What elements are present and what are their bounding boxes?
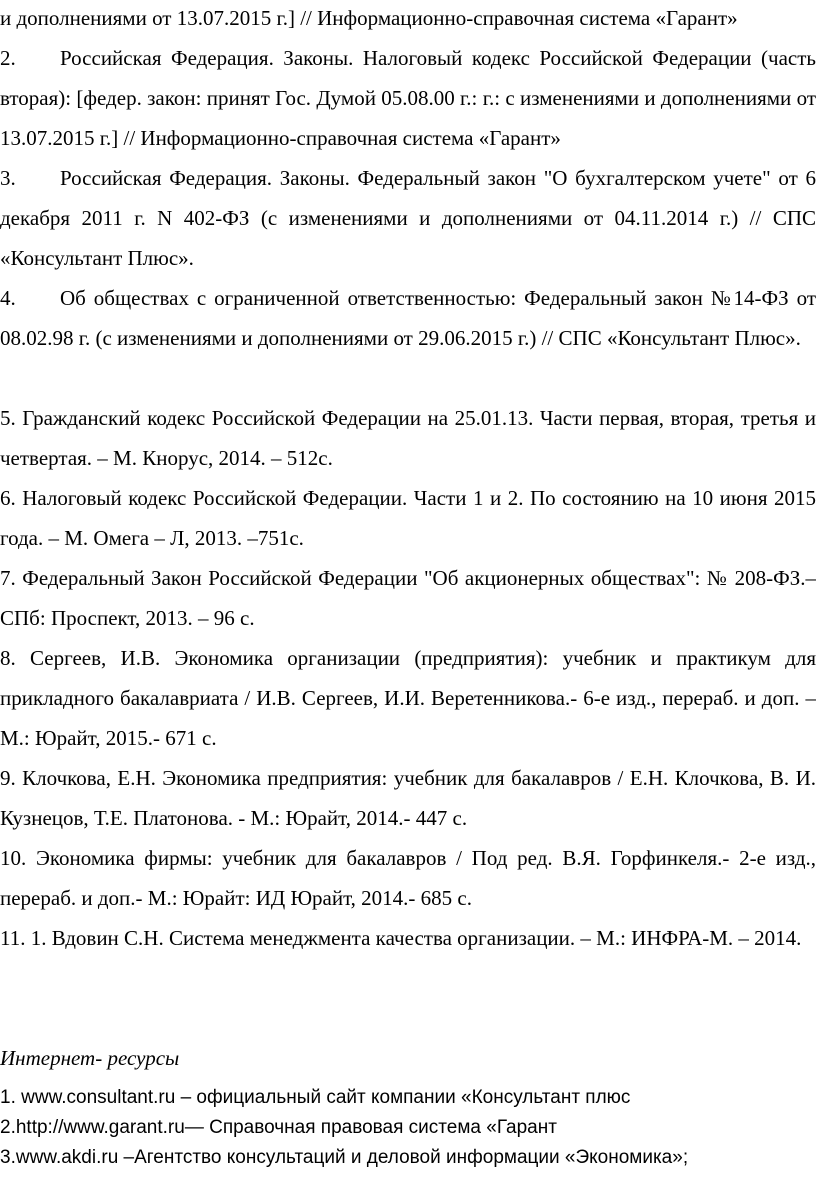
reference-number: 8. [0,646,16,670]
reference-item [0,558,816,638]
reference-number: 3. [0,166,16,190]
reference-text: Сергеев, И.В. Экономика организации (предприятия): учебник и практикум для прикладного бакалавриата / И.В. Сергеев, И.И. Веретенникова.- 6-е изд., перераб. и доп. – М.: Юрайт, 2015.- 671 с. [0,646,816,750]
internet-resource-item: 3.www.akdi.ru –Агентство консультаций и деловой информации «Экономика»; [0,1147,689,1168]
reference-text: 1. Вдовин С.Н. Система менеджмента качества организации. – М.: ИНФРА-М. – 2014. [30,926,802,950]
reference-text: Экономика фирмы: учебник для бакалавров / Под ред. В.Я. Горфинкеля.- 2-е изд., перераб. и доп.- М.: Юрайт: ИД Юрайт, 2014.- 685 с. [0,846,816,910]
reference-item [0,158,816,278]
section-heading-internet: Интернет- ресурсы [0,1046,180,1070]
reference-number: 5. [0,406,16,430]
reference-number: 9. [0,766,16,790]
reference-number: 10. [0,846,27,870]
reference-continuation: и дополнениями от 13.07.2015 г.] // Информационно-справочная система «Гарант» [0,6,738,30]
reference-item [0,278,816,358]
reference-number: 4. [0,286,16,310]
reference-text: Клочкова, Е.Н. Экономика предприятия: учебник для бакалавров / Е.Н. Клочкова, В. И. Кузнецов, Т.Е. Платонова. - М.: Юрайт, 2014.- 447 с. [0,766,816,830]
reference-text: Налоговый кодекс Российской Федерации. Части 1 и 2. По состоянию на 10 июня 2015 года. – М. Омега – Л, 2013. –751с. [0,486,816,550]
reference-item [0,838,816,918]
internet-resource-item: 2.http://www.garant.ru— Справочная правовая система «Гарант [0,1117,557,1138]
reference-number: 2. [0,46,16,70]
reference-text: Гражданский кодекс Российской Федерации на 25.01.13. Части первая, вторая, третья и четвертая. – М. Кнорус, 2014. – 512с. [0,406,816,470]
reference-number: 11. [0,926,26,950]
reference-text: Российская Федерация. Законы. Налоговый кодекс Российской Федерации (часть вторая): [федер. закон: принят Гос. Думой 05.08.00 г.: г.: с изменениями и дополнениями от 13.07.2015 г.] // Информационно-справочная система «Гарант» [0,46,816,150]
reference-item [0,638,816,758]
reference-number: 7. [0,566,16,590]
reference-item [0,758,816,838]
internet-resource-item: 1. www.consultant.ru – официальный сайт компании «Консультант плюс [0,1087,631,1108]
reference-item [0,918,816,958]
reference-text: Об обществах с ограниченной ответственностью: Федеральный закон №14-ФЗ от 08.02.98 г. (с изменениями и дополнениями от 29.06.2015 г.) // СПС «Консультант Плюс». [0,286,816,350]
reference-number: 6. [0,486,16,510]
reference-item [0,478,816,558]
reference-item [0,38,816,158]
reference-text: Федеральный Закон Российской Федерации "Об акционерных обществах": № 208-ФЗ.– СПб: Проспект, 2013. – 96 с. [0,566,816,630]
reference-text: Российская Федерация. Законы. Федеральный закон "О бухгалтерском учете" от 6 декабря 2011 г. N 402-ФЗ (с изменениями и дополнениями от 04.11.2014 г.) // СПС «Консультант Плюс». [0,166,816,270]
reference-item [0,398,816,478]
